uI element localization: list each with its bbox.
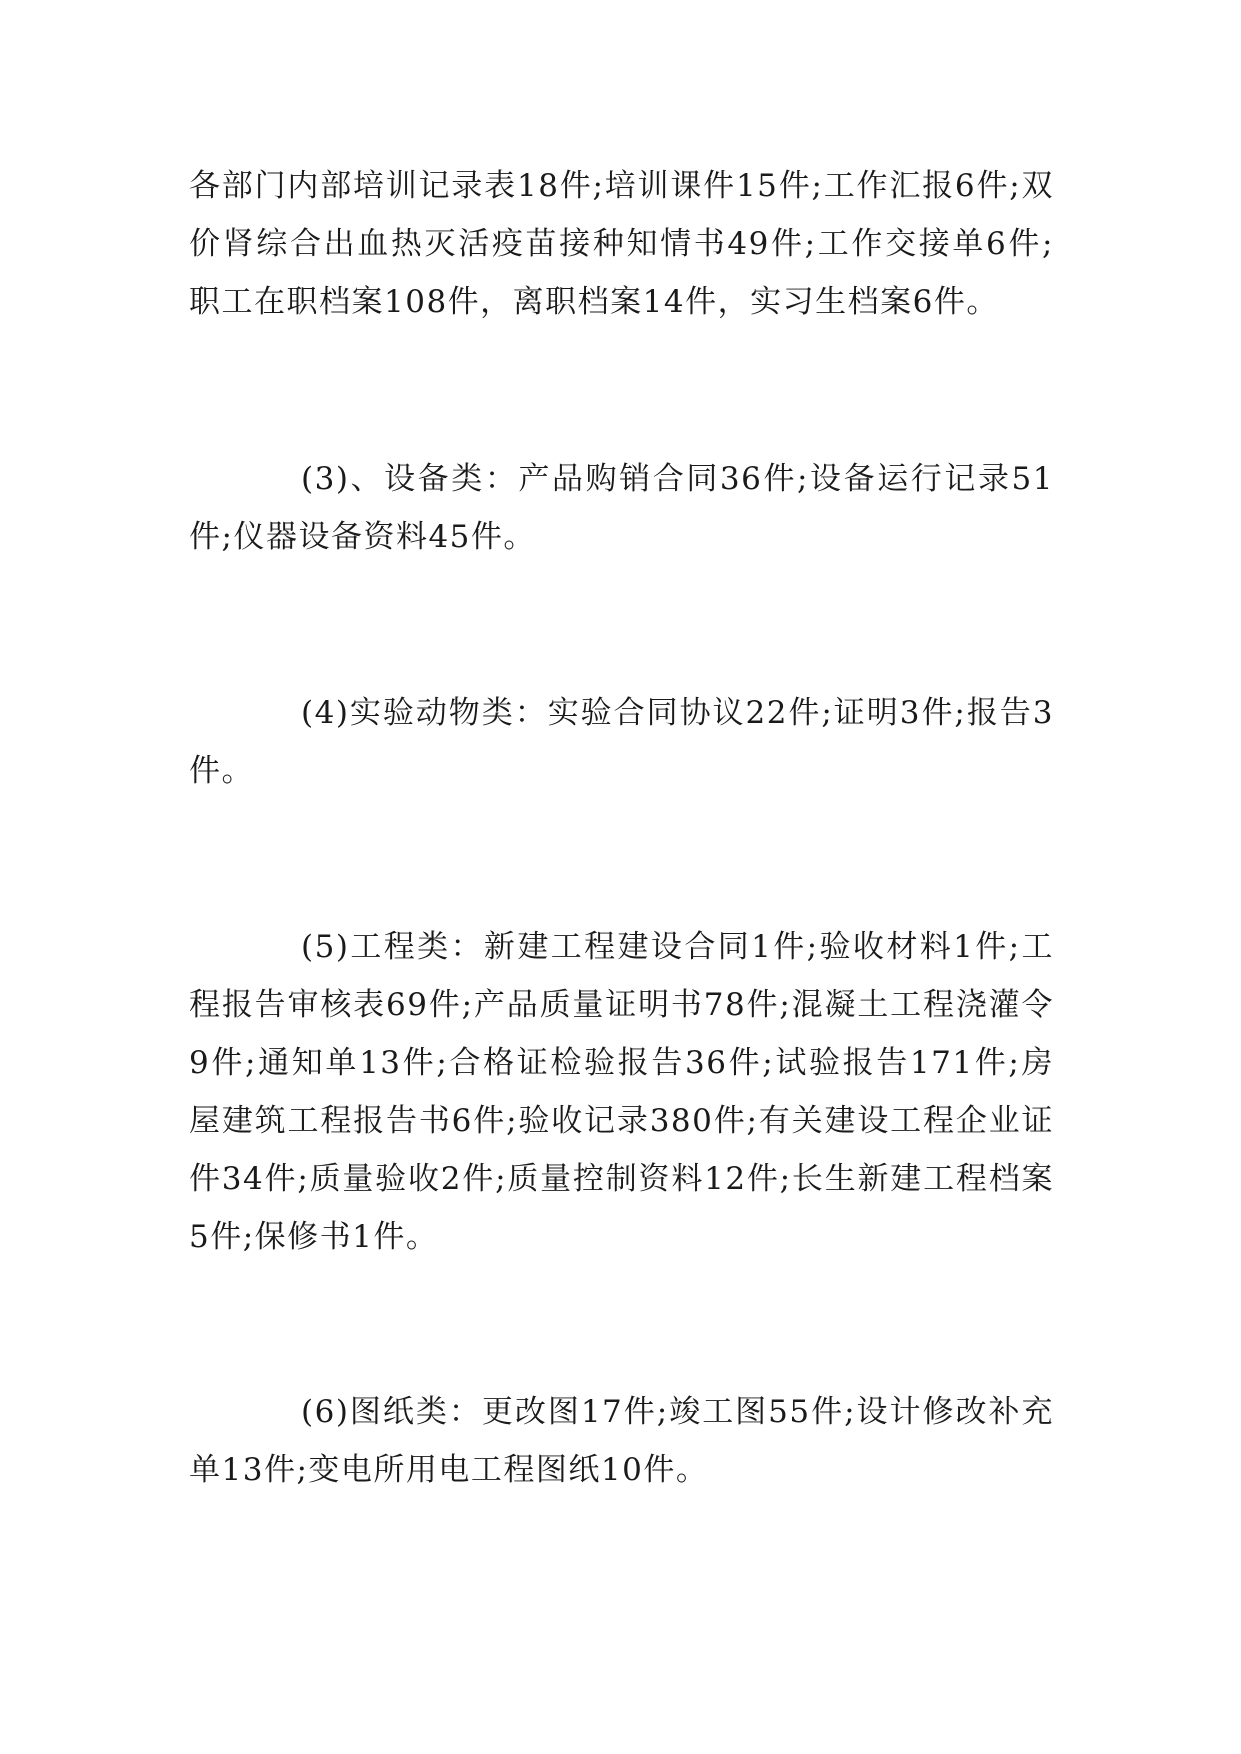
- paragraph-engineering: (5)工程类：新建工程建设合同1件;验收材料1件;工程报告审核表69件;产品质量证明书78件;混凝土工程浇灌令9件;通知单13件;合格证检验报告36件;试验报告171件;房屋建筑工程报告书6件;验收记录380件;有关建设工程企业证件34件;质量验收2件;质量控制资料12件;长生新建工程档案5件;保修书1件。: [189, 929, 1054, 1255]
- paragraph-lab-animals: (4)实验动物类：实验合同协议22件;证明3件;报告3件。: [189, 695, 1054, 789]
- paragraph-training-archives: 各部门内部培训记录表18件;培训课件15件;工作汇报6件;双价肾综合出血热灭活疫苗接种知情书49件;工作交接单6件;职工在职档案108件，离职档案14件，实习生档案6件。: [189, 168, 1054, 320]
- paragraph-equipment: (3)、设备类：产品购销合同36件;设备运行记录51件;仪器设备资料45件。: [189, 461, 1054, 555]
- paragraph-drawings: (6)图纸类：更改图17件;竣工图55件;设计修改补充单13件;变电所用电工程图纸10件。: [189, 1394, 1054, 1488]
